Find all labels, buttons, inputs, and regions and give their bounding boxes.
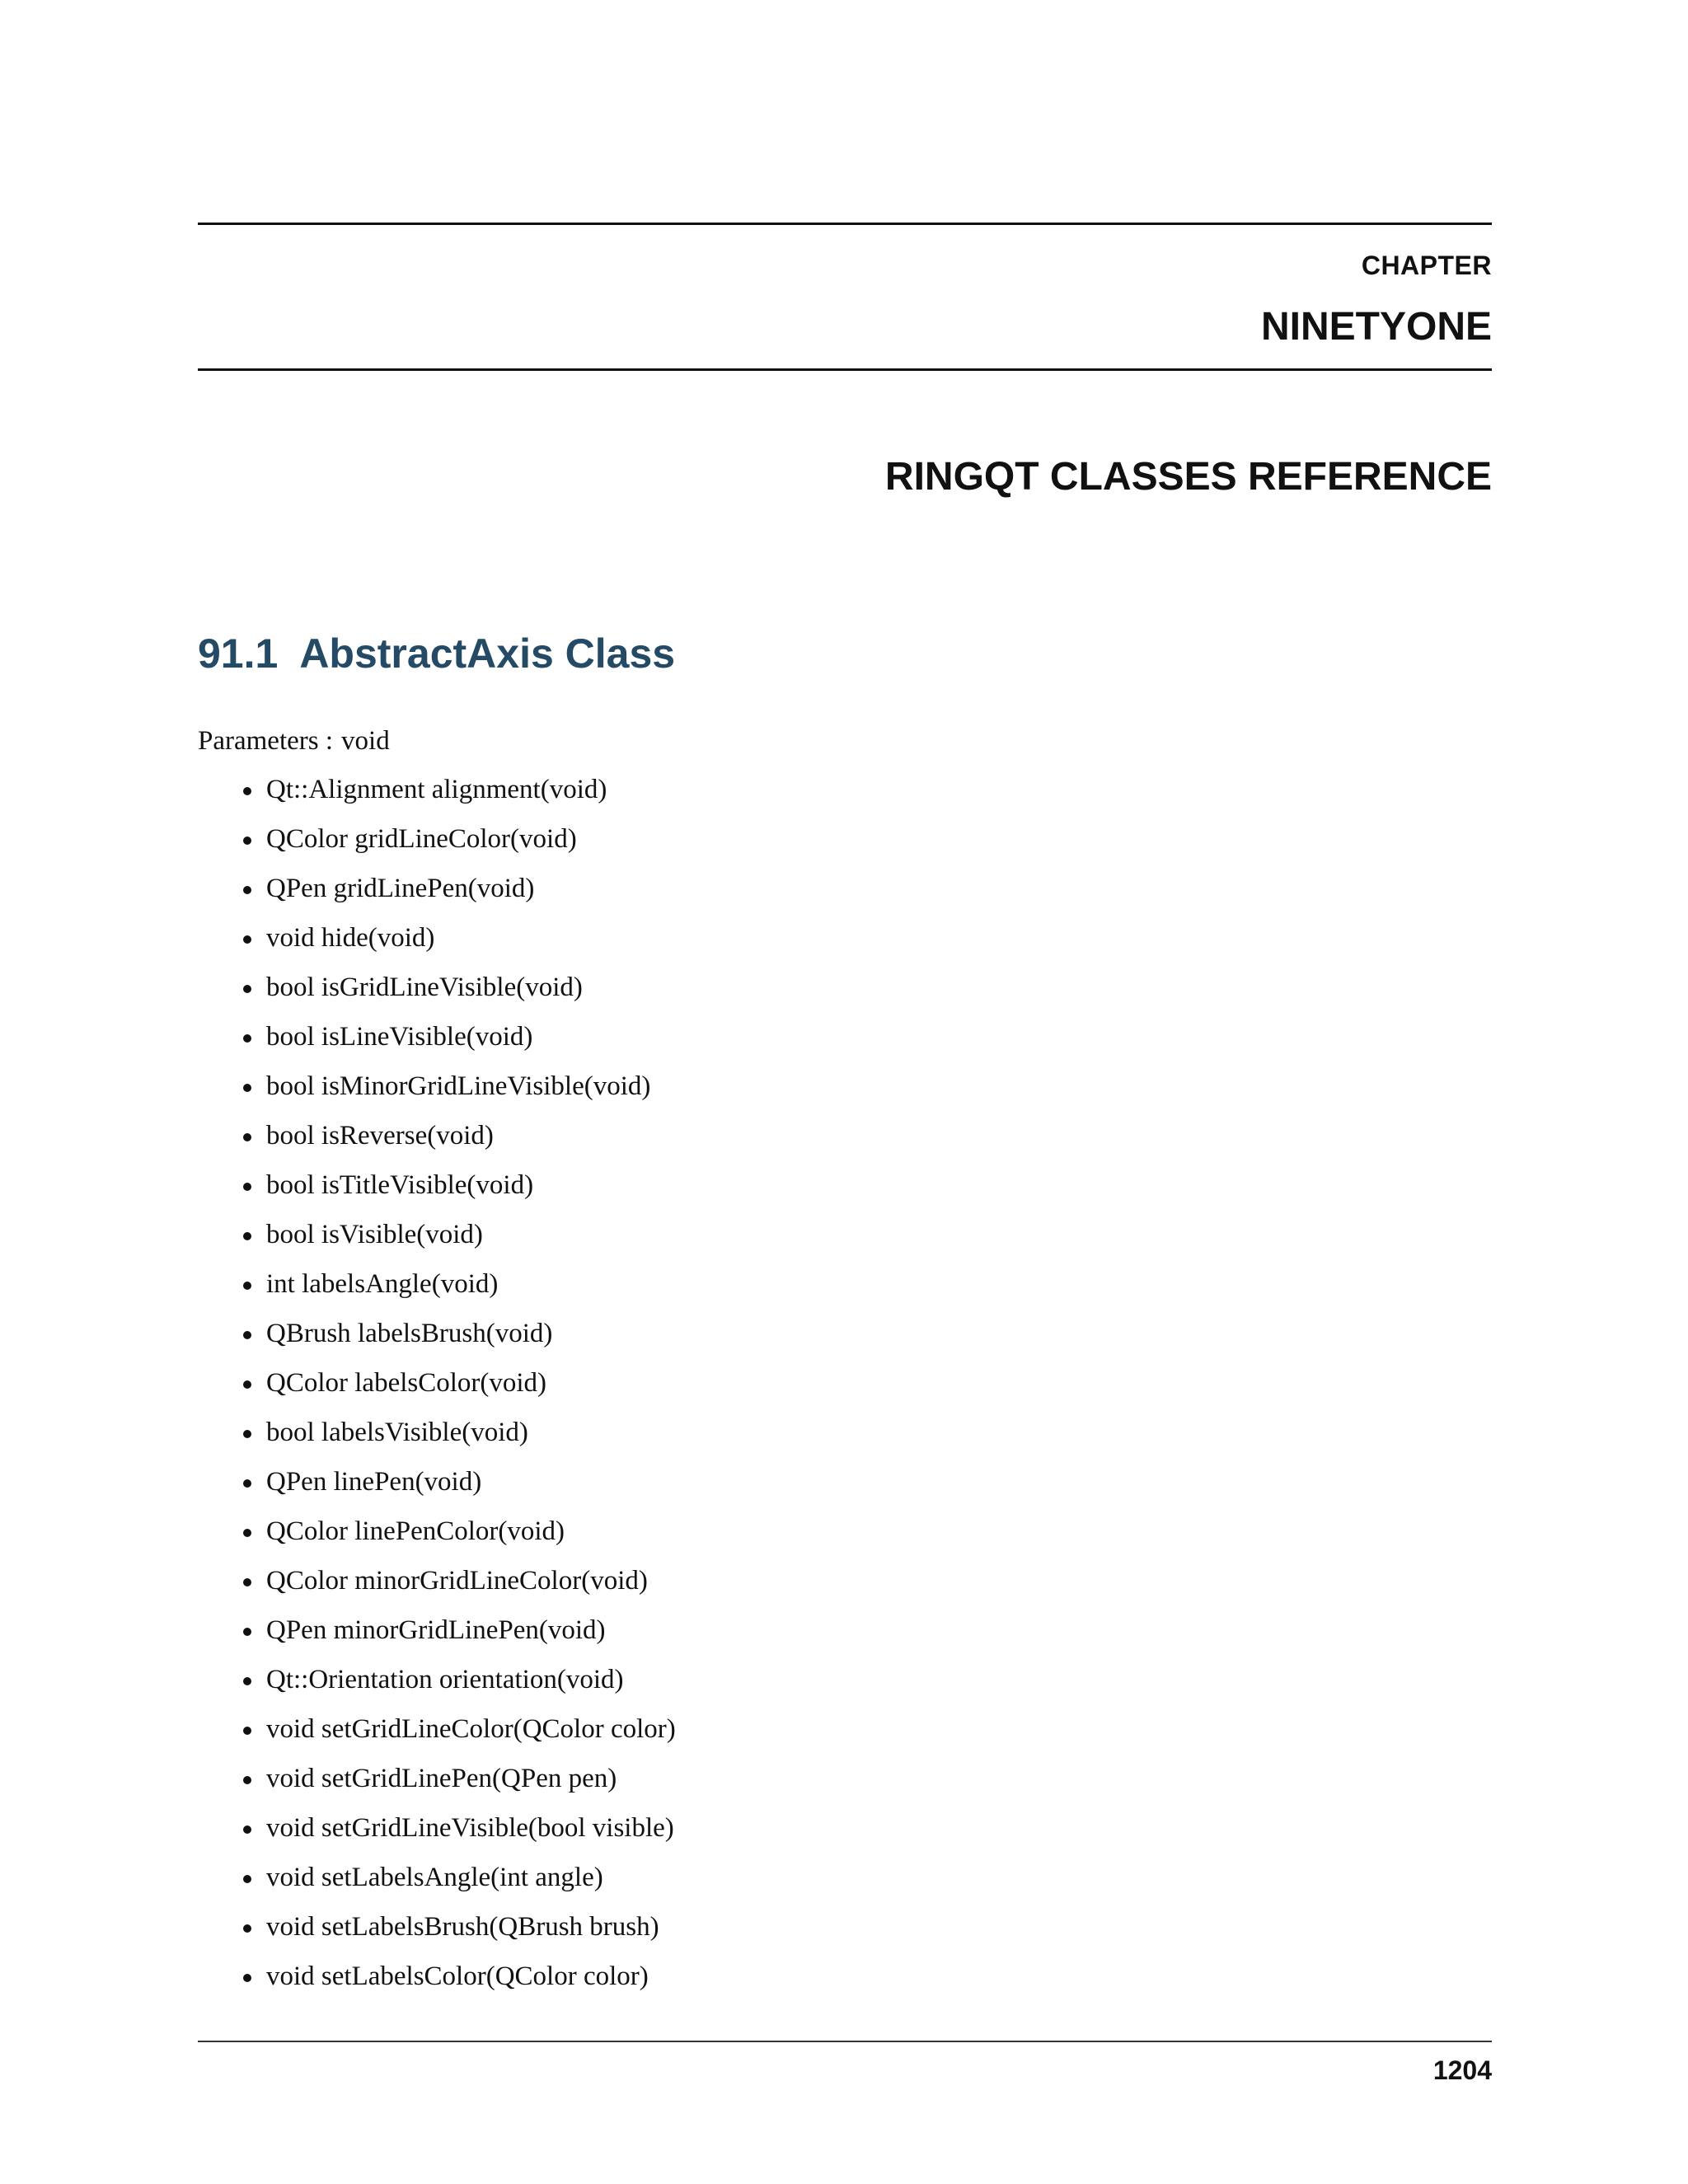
bullet-icon: [243, 1529, 251, 1537]
method-signature: void setGridLineVisible(bool visible): [266, 1813, 674, 1843]
method-signature: QColor gridLineColor(void): [266, 824, 577, 854]
method-signature: void setGridLinePen(QPen pen): [266, 1764, 617, 1793]
method-signature: Qt::Alignment alignment(void): [266, 775, 607, 804]
bullet-icon: [243, 1232, 251, 1240]
method-signature: bool isVisible(void): [266, 1220, 483, 1249]
chapter-number: NINETYONE: [1260, 305, 1492, 349]
chapter-title: RINGQT CLASSES REFERENCE: [884, 455, 1492, 499]
parameters-value: void: [341, 726, 390, 756]
method-signature: QColor labelsColor(void): [266, 1368, 547, 1398]
bullet-icon: [243, 1133, 251, 1141]
method-signature: QPen gridLinePen(void): [266, 874, 535, 903]
method-signature: void setGridLineColor(QColor color): [266, 1714, 676, 1744]
method-signature: int labelsAngle(void): [266, 1269, 499, 1299]
bullet-icon: [243, 1084, 251, 1092]
section-heading: [198, 629, 675, 678]
chapter-label: CHAPTER: [1361, 251, 1492, 280]
parameters-line: [198, 723, 390, 759]
bullet-icon: [243, 935, 251, 944]
bullet-icon: [243, 985, 251, 993]
bullet-icon: [243, 1282, 251, 1290]
bullet-icon: [243, 1974, 251, 1982]
bullet-icon: [243, 837, 251, 845]
bullet-icon: [243, 1875, 251, 1883]
method-signature: QPen linePen(void): [266, 1467, 482, 1497]
bullet-icon: [243, 1924, 251, 1933]
bullet-icon: [243, 1430, 251, 1438]
method-signature: QColor minorGridLineColor(void): [266, 1566, 648, 1596]
bullet-icon: [243, 886, 251, 894]
bullet-icon: [243, 787, 251, 795]
method-signature: bool isLineVisible(void): [266, 1022, 533, 1052]
parameters-label: Parameters :: [198, 726, 334, 756]
method-signature: bool isReverse(void): [266, 1121, 494, 1151]
method-signature: bool isTitleVisible(void): [266, 1170, 534, 1200]
section-title: AbstractAxis Class: [299, 630, 676, 677]
method-signature: void setLabelsColor(QColor color): [266, 1961, 649, 1991]
bullet-icon: [243, 1331, 251, 1339]
method-signature: QColor linePenColor(void): [266, 1516, 565, 1546]
bullet-icon: [243, 1578, 251, 1586]
bullet-icon: [243, 1479, 251, 1488]
bullet-icon: [243, 1677, 251, 1685]
method-signature: bool isGridLineVisible(void): [266, 972, 583, 1002]
chapter-bottom-rule: [198, 368, 1492, 371]
bullet-icon: [243, 1825, 251, 1834]
method-signature: QPen minorGridLinePen(void): [266, 1615, 606, 1645]
bullet-icon: [243, 1727, 251, 1735]
method-signature: bool labelsVisible(void): [266, 1418, 528, 1447]
method-signature: void setLabelsAngle(int angle): [266, 1863, 603, 1892]
bullet-icon: [243, 1034, 251, 1043]
method-signature: QBrush labelsBrush(void): [266, 1319, 553, 1348]
footer-rule: [198, 2041, 1492, 2042]
method-signature: void hide(void): [266, 923, 435, 953]
bullet-icon: [243, 1776, 251, 1784]
method-signature: Qt::Orientation orientation(void): [266, 1665, 624, 1694]
chapter-top-rule: [198, 223, 1492, 225]
method-signature: void setLabelsBrush(QBrush brush): [266, 1912, 659, 1942]
bullet-icon: [243, 1628, 251, 1636]
bullet-icon: [243, 1380, 251, 1389]
method-signature: bool isMinorGridLineVisible(void): [266, 1071, 651, 1101]
page-number: 1204: [1432, 2055, 1492, 2085]
bullet-icon: [243, 1183, 251, 1191]
section-number: 91.1: [198, 630, 279, 677]
